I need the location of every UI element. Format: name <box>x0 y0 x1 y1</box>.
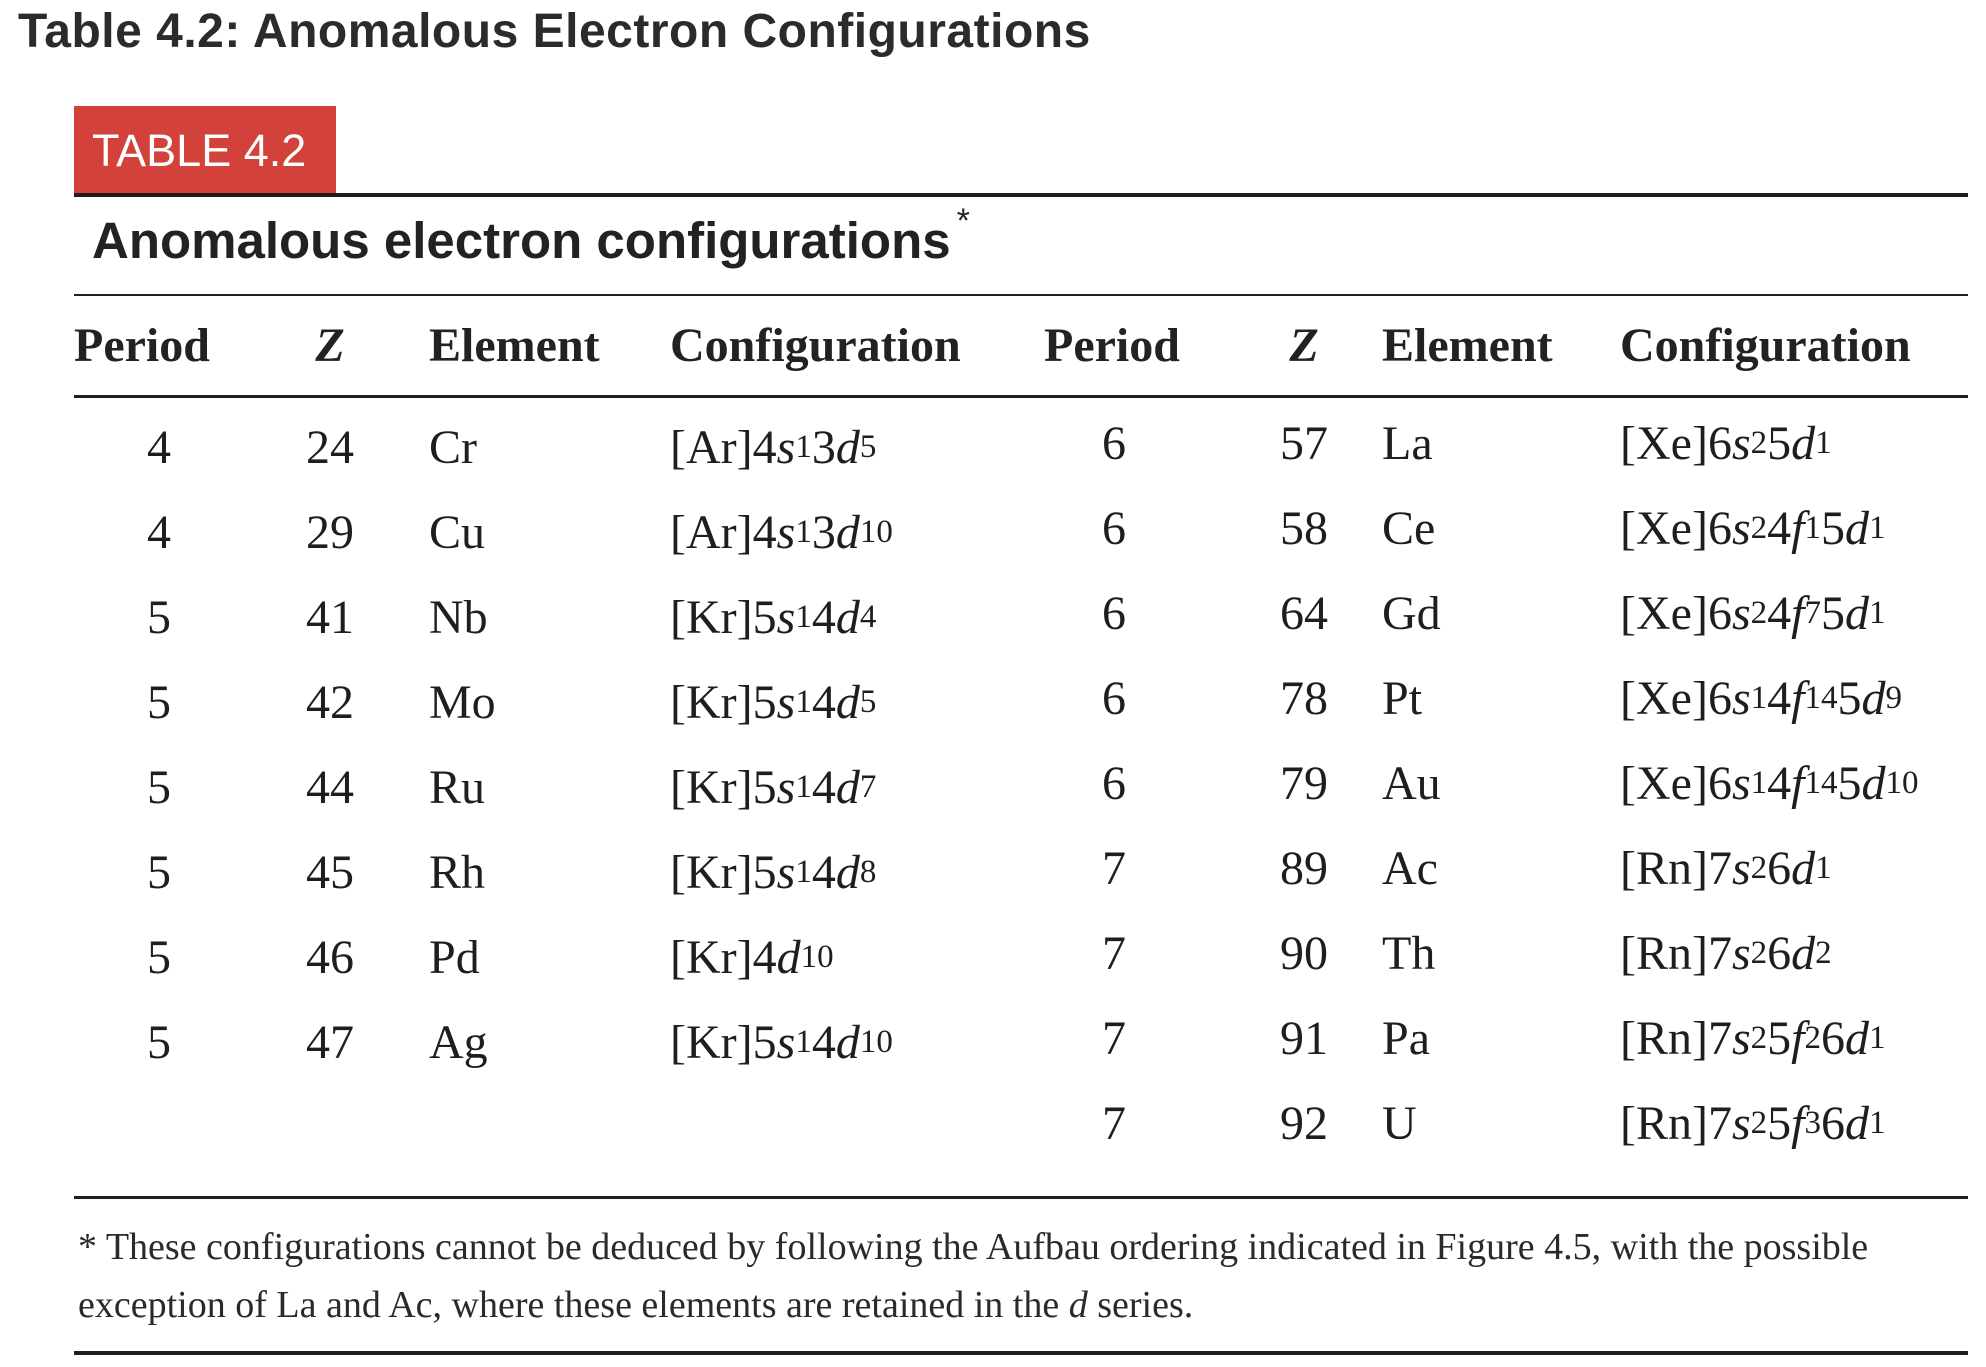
table-title <box>92 202 970 270</box>
atomic-number-cell: 46 <box>306 931 354 984</box>
configuration-cell: $[Ar]4s^13d^{10}$ <box>670 506 893 559</box>
element-cell: Rh <box>429 846 486 899</box>
period-cell: 4 <box>147 506 171 559</box>
configuration-cell: $[Xe]6s^24f^15d^1$ <box>1620 502 1886 555</box>
element-cell: La <box>1382 417 1433 470</box>
header-z-left: Z <box>315 319 345 372</box>
element-cell: Ag <box>429 1016 488 1069</box>
atomic-number-cell: 45 <box>306 846 354 899</box>
table-title-text: Anomalous electron configurations <box>92 212 951 269</box>
period-cell: 7 <box>1102 1012 1126 1065</box>
header-element-left: Element <box>429 319 600 372</box>
page-heading: Table 4.2: Anomalous Electron Configurations <box>18 5 1091 58</box>
table-footnote: * These configurations cannot be deduced by following the Aufbau ordering indicated in Figure 4.5, with the possible exception of La and Ac, where these elements are retained in the d series. <box>78 1226 1869 1326</box>
atomic-number-cell: 89 <box>1280 842 1328 895</box>
period-cell: 6 <box>1102 672 1126 725</box>
element-cell: Ce <box>1382 502 1436 555</box>
atomic-number-cell: 92 <box>1280 1097 1328 1150</box>
configuration-cell: $[Xe]6s^24f^75d^1$ <box>1620 587 1886 640</box>
atomic-number-cell: 91 <box>1280 1012 1328 1065</box>
configuration-cell: $[Ar]4s^13d^5$ <box>670 421 877 474</box>
element-cell: Pt <box>1382 672 1423 725</box>
atomic-number-cell: 78 <box>1280 672 1328 725</box>
period-cell: 7 <box>1102 927 1126 980</box>
atomic-number-cell: 24 <box>306 421 354 474</box>
atomic-number-cell: 58 <box>1280 502 1328 555</box>
atomic-number-cell: 64 <box>1280 587 1328 640</box>
header-period-right: Period <box>1044 319 1180 372</box>
atomic-number-cell: 42 <box>306 676 354 729</box>
configuration-cell: $[Rn]7s^26d^1$ <box>1620 842 1832 895</box>
table-bottom-rule <box>74 1351 1968 1355</box>
header-configuration-left: Configuration <box>670 319 961 372</box>
table-number-badge: TABLE 4.2 <box>74 106 336 196</box>
configuration-cell: $[Rn]7s^25f^36d^1$ <box>1620 1097 1886 1150</box>
footnote-marker: * <box>956 202 970 240</box>
atomic-number-cell: 44 <box>306 761 354 814</box>
configuration-cell: $[Kr]5s^14d^5$ <box>670 676 877 729</box>
period-cell: 6 <box>1102 757 1126 810</box>
element-cell: Pd <box>429 931 480 984</box>
atomic-number-cell: 79 <box>1280 757 1328 810</box>
header-element-right: Element <box>1382 319 1553 372</box>
configuration-cell: $[Xe]6s^14f^{14}5d^{10}$ <box>1620 757 1919 810</box>
configuration-cell: $[Kr]5s^14d^4$ <box>670 591 877 644</box>
configuration-cell: $[Kr]5s^14d^8$ <box>670 846 877 899</box>
table-top-rule <box>74 193 1968 197</box>
element-cell: Mo <box>429 676 496 729</box>
period-cell: 6 <box>1102 587 1126 640</box>
header-z-right: Z <box>1289 319 1319 372</box>
header-period-left: Period <box>74 319 210 372</box>
configuration-cell: $[Rn]7s^25f^26d^1$ <box>1620 1012 1886 1065</box>
element-cell: Th <box>1382 927 1436 980</box>
atomic-number-cell: 57 <box>1280 417 1328 470</box>
period-cell: 5 <box>147 846 171 899</box>
period-cell: 6 <box>1102 502 1126 555</box>
element-cell: Cu <box>429 506 486 559</box>
atomic-number-cell: 29 <box>306 506 354 559</box>
period-cell: 7 <box>1102 842 1126 895</box>
element-cell: Au <box>1382 757 1441 810</box>
element-cell: Ac <box>1382 842 1438 895</box>
period-cell: 7 <box>1102 1097 1126 1150</box>
element-cell: Pa <box>1382 1012 1430 1065</box>
configuration-cell: $[Kr]5s^14d^{10}$ <box>670 1016 893 1069</box>
period-cell: 5 <box>147 1016 171 1069</box>
element-cell: U <box>1382 1097 1417 1150</box>
configuration-cell: $[Kr]5s^14d^7$ <box>670 761 877 814</box>
atomic-number-cell: 47 <box>306 1016 354 1069</box>
element-cell: Ru <box>429 761 486 814</box>
configuration-cell: $[Xe]6s^25d^1$ <box>1620 417 1832 470</box>
configuration-cell: $[Rn]7s^26d^2$ <box>1620 927 1832 980</box>
period-cell: 4 <box>147 421 171 474</box>
period-cell: 6 <box>1102 417 1126 470</box>
atomic-number-cell: 90 <box>1280 927 1328 980</box>
header-configuration-right: Configuration <box>1620 319 1911 372</box>
period-cell: 5 <box>147 931 171 984</box>
period-cell: 5 <box>147 761 171 814</box>
configuration-cell: $[Xe]6s^14f^{14}5d^9$ <box>1620 672 1902 725</box>
period-cell: 5 <box>147 591 171 644</box>
header-rule <box>74 395 1968 398</box>
element-cell: Nb <box>429 591 488 644</box>
element-cell: Cr <box>429 421 477 474</box>
footer-rule <box>74 1196 1968 1199</box>
title-rule <box>74 294 1968 296</box>
element-cell: Gd <box>1382 587 1441 640</box>
configuration-cell: $[Kr]4d^{10}$ <box>670 931 834 984</box>
atomic-number-cell: 41 <box>306 591 354 644</box>
period-cell: 5 <box>147 676 171 729</box>
